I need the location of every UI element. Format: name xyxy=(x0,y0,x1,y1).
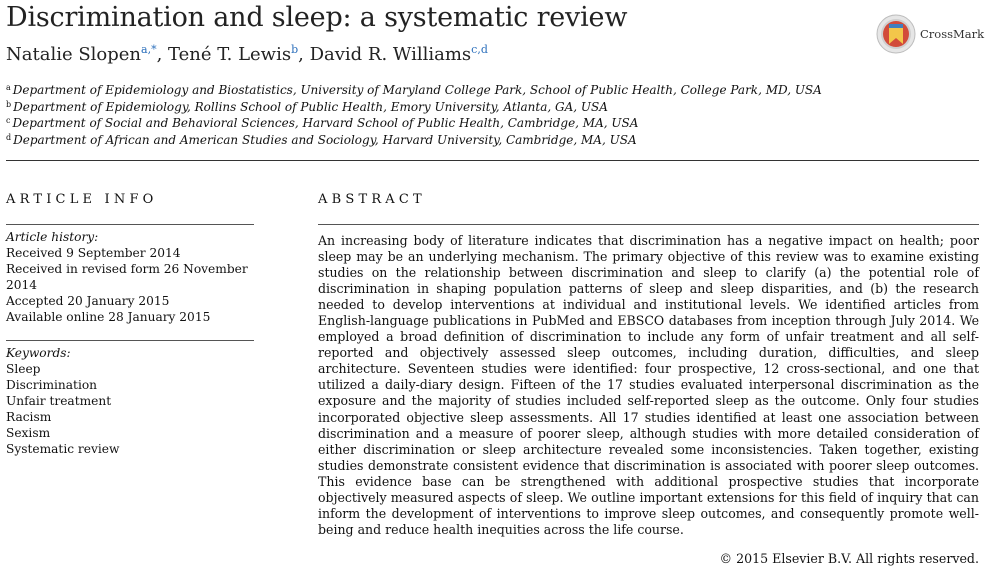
affiliation-item xyxy=(6,99,822,116)
affiliation-mark: c xyxy=(6,116,11,125)
author-affiliation-mark[interactable]: a,* xyxy=(141,43,157,56)
keywords xyxy=(6,345,119,457)
affiliation-list xyxy=(6,82,822,148)
affiliation-mark: d xyxy=(6,132,12,142)
affiliation-text: Department of Social and Behavioral Sciences, Harvard School of Public Health, Cambridge, MA, USA xyxy=(12,116,639,130)
affiliation-text: Department of African and American Studies and Sociology, Harvard University, Cambridge, MA, USA xyxy=(13,132,637,147)
affiliation-text: Department of Epidemiology, Rollins School of Public Health, Emory University, Atlanta, GA, USA xyxy=(13,99,608,114)
affiliation-text: Department of Epidemiology and Biostatistics, University of Maryland College Park, School of Public Health, College Park, MD, USA xyxy=(12,83,822,97)
author-list xyxy=(6,44,488,65)
keywords-divider xyxy=(6,340,254,341)
history-item: Received in revised form 26 November xyxy=(6,262,248,276)
keyword-item: Sexism xyxy=(6,426,51,440)
affiliation-item xyxy=(6,115,822,132)
abstract-body: An increasing body of literature indicates that discrimination has a negative impact on health; poor sleep may be an underlying mechanism. The primary objective of this review was to examine existing studies on the relationship between discrimination and sleep to clarify (a) the potential role of discrimination in shaping population patterns of sleep and sleep disparities, and (b) the research needed to develop interventions at individual and institutional levels. We identified articles from English-language publications in PubMed and EBSCO databases from inception through July 2014. We employed a broad definition of discrimination to include any form of unfair treatment and all self-reported and objectively assessed sleep outcomes, including duration, difficulties, and sleep architecture. Seventeen studies were identified: four prospective, 12 cross-sectional, and one that utilized a daily-diary design. Fifteen of the 17 studies evaluated interpersonal discrimination as the exposure and the majority of studies included self-reported sleep as the outcome. Only four studies incorporated objective sleep assessments. All 17 studies identified at least one association between discrimination and a measure of poorer sleep, although studies with more detailed consideration of either discrimination or sleep architecture revealed some inconsistencies. Taken together, existing studies demonstrate consistent evidence that discrimination is associated with poorer sleep outcomes. This evidence base can be strengthened with additional prospective studies that incorporate objectively measured aspects of sleep. We outline important extensions for this field of inquiry that can inform the development of interventions to improve sleep outcomes, and consequently promote well-being and reduce health inequities across the life course. xyxy=(318,233,979,537)
affiliation-item xyxy=(6,132,822,149)
author-affiliation-mark[interactable]: b xyxy=(291,43,299,56)
author-name[interactable]: Tené T. Lewis xyxy=(168,44,292,65)
history-item: Received 9 September 2014 xyxy=(6,246,181,260)
article-history-label: Article history: xyxy=(6,230,99,244)
affiliation-item xyxy=(6,82,822,99)
keywords-label: Keywords: xyxy=(6,346,71,360)
article-title: Discrimination and sleep: a systematic review xyxy=(6,2,628,33)
header-divider xyxy=(6,160,979,161)
keyword-item: Unfair treatment xyxy=(6,394,112,408)
article-info-divider xyxy=(6,224,254,225)
keyword-item: Racism xyxy=(6,410,52,424)
author-separator: , xyxy=(156,44,169,65)
keyword-item: Discrimination xyxy=(6,378,98,392)
author-affiliation-mark[interactable]: c,d xyxy=(471,43,488,56)
crossmark-badge[interactable] xyxy=(876,12,986,56)
copyright-notice: © 2015 Elsevier B.V. All rights reserved. xyxy=(719,551,979,566)
author-separator: , xyxy=(298,44,310,65)
abstract-heading: ABSTRACT xyxy=(318,192,426,207)
affiliation-mark: b xyxy=(6,99,12,109)
history-item: 2014 xyxy=(6,278,38,292)
abstract-divider xyxy=(318,224,979,225)
crossmark-label[interactable]: CrossMark xyxy=(920,27,985,41)
history-item: Accepted 20 January 2015 xyxy=(6,294,170,308)
history-item: Available online 28 January 2015 xyxy=(6,310,211,324)
author-name[interactable]: David R. Williams xyxy=(309,44,472,65)
keyword-item: Systematic review xyxy=(6,442,120,456)
author-name[interactable]: Natalie Slopen xyxy=(6,44,142,65)
crossmark-icon xyxy=(876,14,916,54)
keyword-item: Sleep xyxy=(6,362,41,376)
article-info-heading: ARTICLE INFO xyxy=(6,192,158,207)
article-history xyxy=(6,229,248,325)
affiliation-mark: a xyxy=(6,83,11,92)
